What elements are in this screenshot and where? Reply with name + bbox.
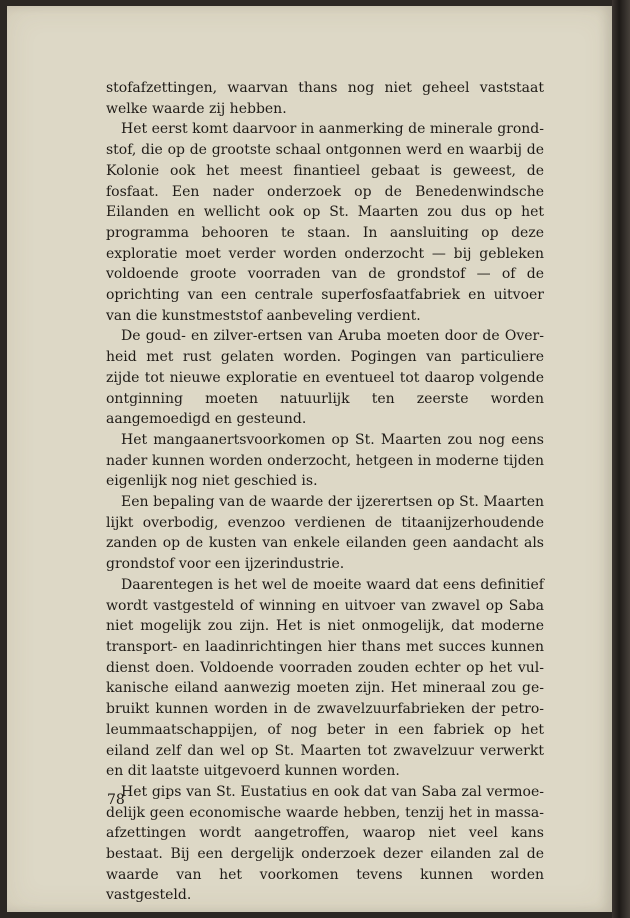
paragraph-2: Het eerst komt daarvoor in aanmerking de minerale grondstof, die op de grootste schaal ontgonnen werd en waarbij de Kolonie ook het meest finantieel gebaat is geweest, de fosfaat. Een nader onderzoek op de Benedenwindsche Eilanden en wellicht ook op St. Maarten zou dus op het programma behooren te staan. In aansluiting op deze exploratie moet verder worden onderzocht — bij gebleken voldoende groote voorraden van de grondstof — of de oprichting van een centrale superfosfaatfabriek en uitvoer van die kunstmeststof aanbeveling verdient. [106, 121, 544, 324]
paragraph-3: De goud- en zilver-ertsen van Aruba moeten door de Overheid met rust gelaten worden. Pogingen van particuliere zijde tot nieuwe exploratie en eventueel tot daarop volgende ontginning moeten natuurlijk ten zeerste worden aangemoedigd en gesteund. [106, 328, 544, 428]
paragraph-1: stofafzettingen, waarvan thans nog niet geheel vaststaat welke waarde zij hebben. [106, 80, 544, 117]
paragraph-7: Het gips van St. Eustatius en ook dat van Saba zal vermoedelijk geen economische waarde hebben, tenzij het in massaafzettingen wordt aangetroffen, waarop niet veel kans bestaat. Bij een dergelijk onderzoek dezer eilanden zal de waarde van het voorkomen tevens kunnen worden vastgesteld. [106, 783, 544, 904]
book-spine [612, 0, 630, 918]
page-number: 78 [107, 792, 125, 808]
paragraph-6: Daarentegen is het wel de moeite waard dat eens definitief wordt vastgesteld of winning en uitvoer van zwavel op Saba niet mogelijk zou zijn. Het is niet onmogelijk, dat moderne transport- en laadinrichtingen hier thans met succes kunnen dienst doen. Voldoende voorraden zouden echter op het vulkanische eiland aanwezig moeten zijn. Het mineraal zou gebruikt kunnen worden in de zwavelzuurfabrieken der petroleummaatschappijen, of nog beter in een fabriek op het eiland zelf dan wel op St. Maarten tot zwavelzuur verwerkt en dit laatste uitgevoerd kunnen worden. [106, 576, 544, 780]
body-text [106, 78, 544, 906]
paragraph-5: Een bepaling van de waarde der ijzerertsen op St. Maarten lijkt overbodig, evenzoo verdienen de titaanijzerhoudende zanden op de kusten van enkele eilanden geen aandacht als grondstof voor een ijzerindustrie. [106, 494, 544, 573]
paragraph-4: Het mangaanertsvoorkomen op St. Maarten zou nog eens nader kunnen worden onderzocht, hetgeen in moderne tijden eigenlijk nog niet geschied is. [106, 431, 544, 490]
